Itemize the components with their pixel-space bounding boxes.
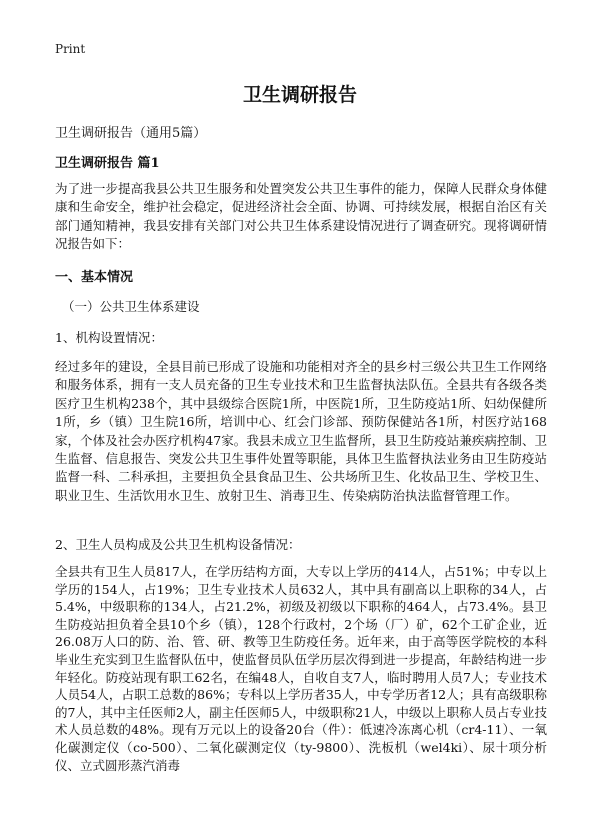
staff-paragraph: 全县共有卫生人员817人，在学历结构方面，大专以上学历的414人，占51%；中专以上学历的154人，占19%；卫生专业技术人员632人，其中具有副高以上职称的34人，占5.4%，中级职称的134人，占21.2%，初级及初级以下职称的464人，占73.4%。县卫生防疫站担负着全县10个乡（镇），128个行政村，2个场（厂）矿，62个工矿企业，近26.08万人口的防、治、管、研、教等卫生防疫任务。近年来，由于高等医学院校的本科毕业生充实到卫生监督队伍中，使监督员队伍学历层次得到进一步提高，年龄结构进一步年轻化。防疫站现有职工62名，在编48人，自收自支7人，临时聘用人员7人；专业技术人员54人，占职工总数的86%；专科以上学历者35人，中专学历者12人；具有高级职称的7人，其中主任医师2人，副主任医师5人，中级职称21人，中级以上职称人员占专业技术人员总数的48%。现有万元以上的设备20台（件）：低速冷冻离心机（cr4-11）、一氧化碳测定仪（co-500）、二氧化碳测定仪（ty-9800）、洗板机（wel4ki）、尿十项分析仪、立式圆形蒸汽消毒 <box>55 564 547 773</box>
section-title: 卫生调研报告 篇1 <box>55 156 160 171</box>
heading-org: 1、机构设置情况： <box>55 330 163 345</box>
print-label: Print <box>55 42 86 56</box>
heading-basic: 一、基本情况 <box>55 270 134 285</box>
heading-system: （一）公共卫生体系建设 <box>62 299 200 314</box>
org-paragraph: 经过多年的建设，全县目前已形成了设施和功能相对齐全的县乡村三级公共卫生工作网络和服务体系，拥有一支人员充备的卫生专业技术和卫生监督执法队伍。全县共有各级各类医疗卫生机构238个，其中县级综合医院1所，中医院1所，卫生防疫站1所、妇幼保健所1所，乡（镇）卫生院16所，培训中心、红会门诊部、预防保健站各1所，村医疗站168家，个体及社会办医疗机构47家。我县未成立卫生监督所，县卫生防疫站兼疾病控制、卫生监督、信息报告、突发公共卫生事件处置等职能，具体卫生监督执法业务由卫生防疫站监督一科、二科承担，主要担负全县食品卫生、公共场所卫生、化妆品卫生、学校卫生、职业卫生、生活饮用水卫生、放射卫生、消毒卫生、传染病防治执法监督管理工作。 <box>55 359 547 503</box>
heading-staff: 2、卫生人员构成及公共卫生机构设备情况： <box>55 537 301 552</box>
document-title: 卫生调研报告 <box>242 84 357 106</box>
document-subtitle: 卫生调研报告（通用5篇） <box>55 126 207 141</box>
intro-paragraph: 为了进一步提高我县公共卫生服务和处置突发公共卫生事件的能力，保障人民群众身体健康和生命安全，维护社会稳定，促进经济社会全面、协调、可持续发展，根据自治区有关部门通知精神，我县安排有关部门对公共卫生体系建设情况进行了调查研究。现将调研情况报告如下： <box>55 181 547 252</box>
